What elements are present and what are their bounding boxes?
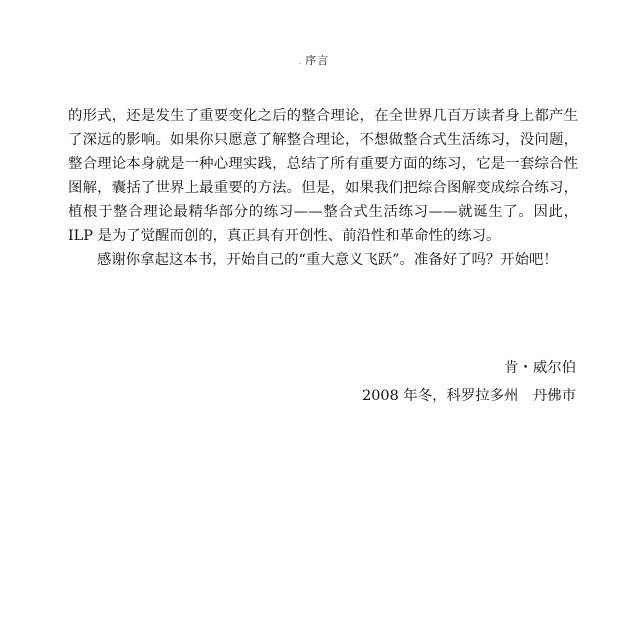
signature-date-place: 2008 年冬，科罗拉多州 丹佛市	[362, 388, 576, 404]
header-marker: .	[298, 57, 303, 66]
paragraph-closing: 感谢你拿起这本书，开始自己的“重大意义飞跃”。准备好了吗？开始吧！	[97, 252, 558, 268]
section-title: 序言	[305, 54, 330, 67]
preface-body	[68, 104, 578, 272]
author-signature: 肯・威尔伯	[504, 360, 576, 376]
page-header	[0, 52, 628, 68]
paragraph-continuation: 的形式，还是发生了重要变化之后的整合理论，在全世界几百万读者身上都产生了深远的影响。如果你只愿意了解整合理论，不想做整合式生活练习，没问题，整合理论本身就是一种心理实践，总结了所有重要方面的练习，它是一套综合性图解，囊括了世界上最重要的方法。但是，如果我们把综合图解变成综合练习，植根于整合理论最精华部分的练习——整合式生活练习——就诞生了。因此，ILP 是为了觉醒而创的，真正具有开创性、前沿性和革命性的练习。	[68, 108, 578, 244]
